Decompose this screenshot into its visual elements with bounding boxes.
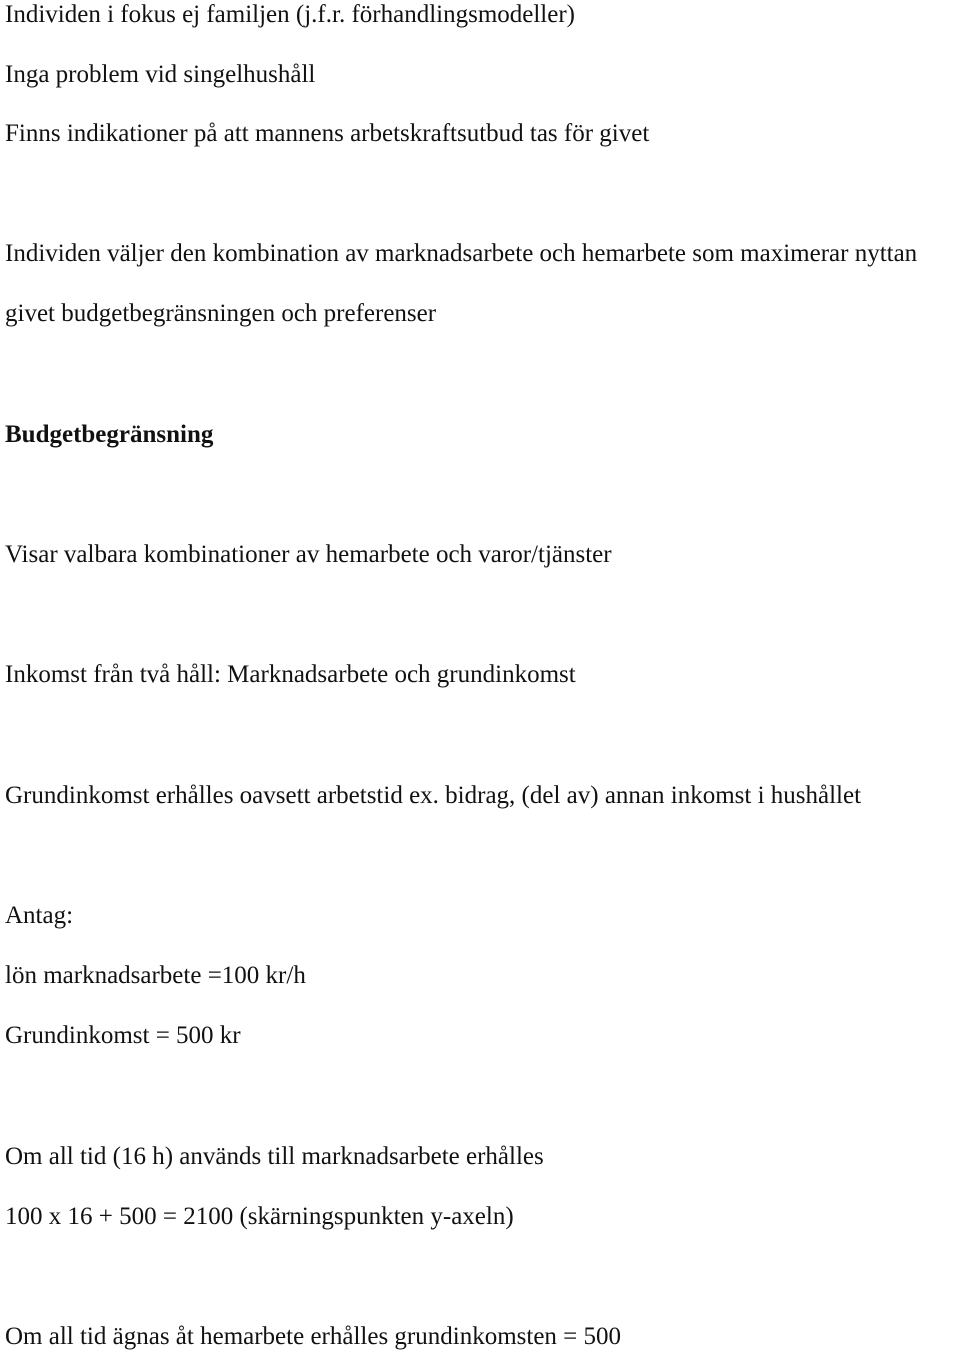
assumption-base-income: Grundinkomst = 500 kr [5, 1022, 241, 1049]
section-heading: Budgetbegränsning [5, 421, 214, 448]
text-line-base-income: Grundinkomst erhålles oavsett arbetstid ex. bidrag, (del av) annan inkomst i hushållet [5, 782, 862, 809]
assumption-wage: lön marknadsarbete =100 kr/h [5, 962, 306, 989]
intro-line-individual-focus: Individen i fokus ej familjen (j.f.r. förhandlingsmodeller) [5, 1, 575, 28]
intro-line-single-household: Inga problem vid singelhushåll [5, 61, 316, 88]
paragraph-line-choice: Individen väljer den kombination av marknadsarbete och hemarbete som maximerar nyttan [5, 240, 918, 267]
intro-line-labour-supply: Finns indikationer på att mannens arbetskraftsutbud tas för givet [5, 120, 650, 147]
text-line-income-sources: Inkomst från två håll: Marknadsarbete och grundinkomst [5, 661, 576, 688]
assumption-label: Antag: [5, 902, 74, 929]
text-line-all-market-work: Om all tid (16 h) används till marknadsarbete erhålles [5, 1143, 544, 1170]
calculation-line: 100 x 16 + 500 = 2100 (skärningspunkten y-axeln) [5, 1203, 514, 1230]
text-line-all-home-work: Om all tid ägnas åt hemarbete erhålles grundinkomsten = 500 [5, 1323, 622, 1350]
paragraph-line-constraint: givet budgetbegränsningen och preferenser [5, 300, 437, 327]
text-line-combinations: Visar valbara kombinationer av hemarbete och varor/tjänster [5, 541, 612, 568]
